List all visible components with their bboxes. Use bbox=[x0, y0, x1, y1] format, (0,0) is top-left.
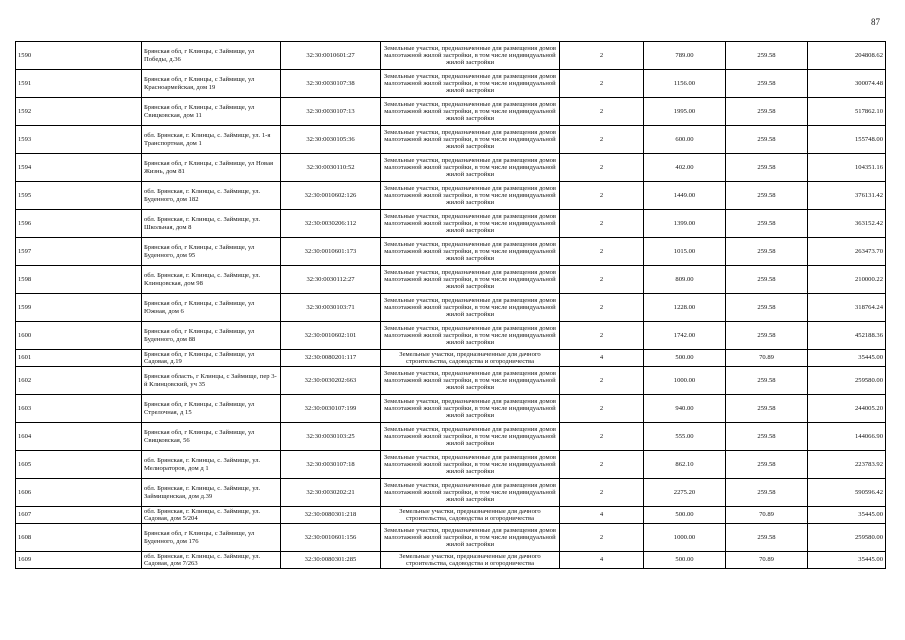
specific-value-cell: 259.58 bbox=[726, 322, 808, 350]
address-cell: Брянская обл, г Клинцы, с Займище, ул Буденного, дом 176 bbox=[142, 524, 281, 552]
row-number: 1590 bbox=[16, 42, 142, 70]
address-cell: Брянская обл, г Клинцы, с Займище, ул Новая Жизнь, дом 81 bbox=[142, 154, 281, 182]
area-cell: 555.00 bbox=[644, 423, 726, 451]
cadastral-number-cell: 32:30:0030107:13 bbox=[281, 98, 381, 126]
category-cell: 2 bbox=[560, 395, 644, 423]
cadastral-value-cell: 155748.00 bbox=[808, 126, 886, 154]
cadastral-value-cell: 223783.92 bbox=[808, 451, 886, 479]
address-cell: обл. Брянская, г. Клинцы, с. Займище, ул. 1-я Транспортная, дом 1 bbox=[142, 126, 281, 154]
specific-value-cell: 259.58 bbox=[726, 126, 808, 154]
table-row bbox=[16, 70, 886, 98]
cadastral-value-cell: 144066.90 bbox=[808, 423, 886, 451]
permitted-use-cell: Земельные участки, предназначенные для дачного строительства, садоводства и огородничества bbox=[381, 552, 560, 569]
row-number: 1609 bbox=[16, 552, 142, 569]
permitted-use-cell: Земельные участки, предназначенные для размещения домов малоэтажной жилой застройки, в том числе индивидуальной жилой застройки bbox=[381, 524, 560, 552]
area-cell: 1000.00 bbox=[644, 524, 726, 552]
table-row bbox=[16, 154, 886, 182]
category-cell: 4 bbox=[560, 350, 644, 367]
specific-value-cell: 259.58 bbox=[726, 294, 808, 322]
area-cell: 500.00 bbox=[644, 507, 726, 524]
permitted-use-cell: Земельные участки, предназначенные для размещения домов малоэтажной жилой застройки, в том числе индивидуальной жилой застройки bbox=[381, 395, 560, 423]
table-row bbox=[16, 507, 886, 524]
cadastral-number-cell: 32:30:0080301:218 bbox=[281, 507, 381, 524]
address-cell: обл. Брянская, г. Клинцы, с. Займище, ул. Школьная, дом 8 bbox=[142, 210, 281, 238]
area-cell: 1742.00 bbox=[644, 322, 726, 350]
table-row bbox=[16, 479, 886, 507]
cadastral-number-cell: 32:30:0030107:38 bbox=[281, 70, 381, 98]
table-row bbox=[16, 42, 886, 70]
category-cell: 4 bbox=[560, 552, 644, 569]
category-cell: 4 bbox=[560, 507, 644, 524]
row-number: 1604 bbox=[16, 423, 142, 451]
row-number: 1597 bbox=[16, 238, 142, 266]
cadastral-number-cell: 32:30:0030103:71 bbox=[281, 294, 381, 322]
table-row bbox=[16, 524, 886, 552]
cadastral-number-cell: 32:30:0010601:156 bbox=[281, 524, 381, 552]
cadastral-value-cell: 363152.42 bbox=[808, 210, 886, 238]
table-row bbox=[16, 423, 886, 451]
cadastral-number-cell: 32:30:0030103:25 bbox=[281, 423, 381, 451]
address-cell: Брянская обл, г Клинцы, с Займище, ул Садовая, д.19 bbox=[142, 350, 281, 367]
row-number: 1601 bbox=[16, 350, 142, 367]
permitted-use-cell: Земельные участки, предназначенные для дачного строительства, садоводства и огородничества bbox=[381, 350, 560, 367]
address-cell: обл. Брянская, г. Клинцы, с. Займище, ул. Мелиораторов, дом д 1 bbox=[142, 451, 281, 479]
area-cell: 500.00 bbox=[644, 350, 726, 367]
category-cell: 2 bbox=[560, 210, 644, 238]
cadastral-value-cell: 300074.48 bbox=[808, 70, 886, 98]
address-cell: обл. Брянская, г. Клинцы, с. Займище, ул. Садовая, дом 7/263 bbox=[142, 552, 281, 569]
row-number: 1599 bbox=[16, 294, 142, 322]
area-cell: 862.10 bbox=[644, 451, 726, 479]
specific-value-cell: 259.58 bbox=[726, 70, 808, 98]
permitted-use-cell: Земельные участки, предназначенные для размещения домов малоэтажной жилой застройки, в том числе индивидуальной жилой застройки bbox=[381, 322, 560, 350]
cadastral-number-cell: 32:30:0030202:663 bbox=[281, 367, 381, 395]
cadastral-number-cell: 32:30:0010601:173 bbox=[281, 238, 381, 266]
cadastral-value-cell: 210000.22 bbox=[808, 266, 886, 294]
table-row bbox=[16, 451, 886, 479]
permitted-use-cell: Земельные участки, предназначенные для размещения домов малоэтажной жилой застройки, в том числе индивидуальной жилой застройки bbox=[381, 238, 560, 266]
permitted-use-cell: Земельные участки, предназначенные для размещения домов малоэтажной жилой застройки, в том числе индивидуальной жилой застройки bbox=[381, 98, 560, 126]
permitted-use-cell: Земельные участки, предназначенные для размещения домов малоэтажной жилой застройки, в том числе индивидуальной жилой застройки bbox=[381, 70, 560, 98]
address-cell: Брянская обл, г Клинцы, с Займище, ул Буденного, дом 88 bbox=[142, 322, 281, 350]
table-row bbox=[16, 367, 886, 395]
cadastral-value-cell: 244005.20 bbox=[808, 395, 886, 423]
permitted-use-cell: Земельные участки, предназначенные для размещения домов малоэтажной жилой застройки, в том числе индивидуальной жилой застройки bbox=[381, 266, 560, 294]
area-cell: 1228.00 bbox=[644, 294, 726, 322]
table-body bbox=[16, 42, 886, 569]
specific-value-cell: 259.58 bbox=[726, 154, 808, 182]
cadastral-number-cell: 32:30:0080301:285 bbox=[281, 552, 381, 569]
row-number: 1592 bbox=[16, 98, 142, 126]
row-number: 1605 bbox=[16, 451, 142, 479]
specific-value-cell: 259.58 bbox=[726, 451, 808, 479]
permitted-use-cell: Земельные участки, предназначенные для размещения домов малоэтажной жилой застройки, в том числе индивидуальной жилой застройки bbox=[381, 479, 560, 507]
cadastral-value-cell: 517862.10 bbox=[808, 98, 886, 126]
row-number: 1600 bbox=[16, 322, 142, 350]
row-number: 1606 bbox=[16, 479, 142, 507]
area-cell: 1399.00 bbox=[644, 210, 726, 238]
cadastral-number-cell: 32:30:0030107:18 bbox=[281, 451, 381, 479]
area-cell: 1995.00 bbox=[644, 98, 726, 126]
category-cell: 2 bbox=[560, 322, 644, 350]
category-cell: 2 bbox=[560, 126, 644, 154]
address-cell: Брянская обл, г Клинцы, с Займище, ул Южная, дом 6 bbox=[142, 294, 281, 322]
area-cell: 500.00 bbox=[644, 552, 726, 569]
permitted-use-cell: Земельные участки, предназначенные для размещения домов малоэтажной жилой застройки, в том числе индивидуальной жилой застройки bbox=[381, 423, 560, 451]
page-number: 87 bbox=[871, 17, 880, 27]
address-cell: Брянская обл, г Клинцы, с Займище, ул Буденного, дом 95 bbox=[142, 238, 281, 266]
specific-value-cell: 259.58 bbox=[726, 395, 808, 423]
table-row bbox=[16, 294, 886, 322]
row-number: 1598 bbox=[16, 266, 142, 294]
area-cell: 1000.00 bbox=[644, 367, 726, 395]
table-row bbox=[16, 98, 886, 126]
category-cell: 2 bbox=[560, 479, 644, 507]
cadastral-number-cell: 32:30:0080201:117 bbox=[281, 350, 381, 367]
category-cell: 2 bbox=[560, 182, 644, 210]
area-cell: 600.00 bbox=[644, 126, 726, 154]
specific-value-cell: 259.58 bbox=[726, 210, 808, 238]
permitted-use-cell: Земельные участки, предназначенные для размещения домов малоэтажной жилой застройки, в том числе индивидуальной жилой застройки bbox=[381, 210, 560, 238]
area-cell: 2275.20 bbox=[644, 479, 726, 507]
cadastral-value-cell: 263473.70 bbox=[808, 238, 886, 266]
specific-value-cell: 70.89 bbox=[726, 552, 808, 569]
row-number: 1608 bbox=[16, 524, 142, 552]
permitted-use-cell: Земельные участки, предназначенные для размещения домов малоэтажной жилой застройки, в том числе индивидуальной жилой застройки bbox=[381, 154, 560, 182]
row-number: 1595 bbox=[16, 182, 142, 210]
cadastral-value-cell: 35445.00 bbox=[808, 350, 886, 367]
table-row bbox=[16, 182, 886, 210]
specific-value-cell: 259.58 bbox=[726, 367, 808, 395]
area-cell: 940.00 bbox=[644, 395, 726, 423]
address-cell: обл. Брянская, г. Клинцы, с. Займище, ул. Клинцовская, дом 98 bbox=[142, 266, 281, 294]
row-number: 1591 bbox=[16, 70, 142, 98]
cadastral-number-cell: 32:30:0010601:27 bbox=[281, 42, 381, 70]
permitted-use-cell: Земельные участки, предназначенные для размещения домов малоэтажной жилой застройки, в том числе индивидуальной жилой застройки bbox=[381, 42, 560, 70]
permitted-use-cell: Земельные участки, предназначенные для размещения домов малоэтажной жилой застройки, в том числе индивидуальной жилой застройки bbox=[381, 294, 560, 322]
row-number: 1594 bbox=[16, 154, 142, 182]
permitted-use-cell: Земельные участки, предназначенные для размещения домов малоэтажной жилой застройки, в том числе индивидуальной жилой застройки bbox=[381, 451, 560, 479]
row-number: 1603 bbox=[16, 395, 142, 423]
category-cell: 2 bbox=[560, 367, 644, 395]
cadastral-value-cell: 318764.24 bbox=[808, 294, 886, 322]
cadastral-value-cell: 590596.42 bbox=[808, 479, 886, 507]
address-cell: Брянская обл, г Клинцы, с Займище, ул Красноармейская, дом 19 bbox=[142, 70, 281, 98]
category-cell: 2 bbox=[560, 524, 644, 552]
specific-value-cell: 259.58 bbox=[726, 238, 808, 266]
specific-value-cell: 70.89 bbox=[726, 507, 808, 524]
cadastral-value-cell: 259580.00 bbox=[808, 367, 886, 395]
category-cell: 2 bbox=[560, 98, 644, 126]
cadastral-value-cell: 35445.00 bbox=[808, 507, 886, 524]
specific-value-cell: 259.58 bbox=[726, 423, 808, 451]
table-row bbox=[16, 210, 886, 238]
category-cell: 2 bbox=[560, 42, 644, 70]
specific-value-cell: 259.58 bbox=[726, 266, 808, 294]
table-row bbox=[16, 395, 886, 423]
category-cell: 2 bbox=[560, 266, 644, 294]
category-cell: 2 bbox=[560, 238, 644, 266]
cadastral-value-cell: 35445.00 bbox=[808, 552, 886, 569]
area-cell: 1449.00 bbox=[644, 182, 726, 210]
address-cell: обл. Брянская, г. Клинцы, с. Займище, ул. Буденного, дом 182 bbox=[142, 182, 281, 210]
row-number: 1596 bbox=[16, 210, 142, 238]
table-row bbox=[16, 350, 886, 367]
address-cell: Брянская обл, г Клинцы, с Займище, ул Победы, д.36 bbox=[142, 42, 281, 70]
row-number: 1593 bbox=[16, 126, 142, 154]
category-cell: 2 bbox=[560, 451, 644, 479]
category-cell: 2 bbox=[560, 423, 644, 451]
cadastral-value-cell: 204808.62 bbox=[808, 42, 886, 70]
cadastral-number-cell: 32:30:0010602:126 bbox=[281, 182, 381, 210]
category-cell: 2 bbox=[560, 154, 644, 182]
permitted-use-cell: Земельные участки, предназначенные для размещения домов малоэтажной жилой застройки, в том числе индивидуальной жилой застройки bbox=[381, 182, 560, 210]
cadastral-value-cell: 452188.36 bbox=[808, 322, 886, 350]
category-cell: 2 bbox=[560, 70, 644, 98]
address-cell: Брянская область, г Клинцы, с Займище, пер 3-й Клинцовский, уч 35 bbox=[142, 367, 281, 395]
land-registry-table bbox=[15, 41, 886, 569]
cadastral-value-cell: 376131.42 bbox=[808, 182, 886, 210]
address-cell: обл. Брянская, г. Клинцы, с. Займище, ул. Садовая, дом 5/204 bbox=[142, 507, 281, 524]
address-cell: Брянская обл, г Клинцы, с Займище, ул Стрелочная, д 15 bbox=[142, 395, 281, 423]
specific-value-cell: 259.58 bbox=[726, 524, 808, 552]
row-number: 1602 bbox=[16, 367, 142, 395]
permitted-use-cell: Земельные участки, предназначенные для размещения домов малоэтажной жилой застройки, в том числе индивидуальной жилой застройки bbox=[381, 126, 560, 154]
row-number: 1607 bbox=[16, 507, 142, 524]
cadastral-number-cell: 32:30:0030110:52 bbox=[281, 154, 381, 182]
specific-value-cell: 259.58 bbox=[726, 182, 808, 210]
area-cell: 1156.00 bbox=[644, 70, 726, 98]
address-cell: Брянская обл, г Клинцы, с Займище, ул Свицковская, дом 11 bbox=[142, 98, 281, 126]
address-cell: Брянская обл, г Клинцы, с Займище, ул Свицковская, 56 bbox=[142, 423, 281, 451]
cadastral-number-cell: 32:30:0030112:27 bbox=[281, 266, 381, 294]
cadastral-number-cell: 32:30:0030105:36 bbox=[281, 126, 381, 154]
cadastral-number-cell: 32:30:0030107:199 bbox=[281, 395, 381, 423]
area-cell: 402.00 bbox=[644, 154, 726, 182]
specific-value-cell: 70.89 bbox=[726, 350, 808, 367]
permitted-use-cell: Земельные участки, предназначенные для размещения домов малоэтажной жилой застройки, в том числе индивидуальной жилой застройки bbox=[381, 367, 560, 395]
area-cell: 1015.00 bbox=[644, 238, 726, 266]
specific-value-cell: 259.58 bbox=[726, 98, 808, 126]
specific-value-cell: 259.58 bbox=[726, 479, 808, 507]
area-cell: 809.00 bbox=[644, 266, 726, 294]
table-row bbox=[16, 552, 886, 569]
cadastral-number-cell: 32:30:0030206:112 bbox=[281, 210, 381, 238]
table-row bbox=[16, 266, 886, 294]
table-row bbox=[16, 322, 886, 350]
cadastral-value-cell: 104351.16 bbox=[808, 154, 886, 182]
table-row bbox=[16, 238, 886, 266]
cadastral-number-cell: 32:30:0010602:101 bbox=[281, 322, 381, 350]
category-cell: 2 bbox=[560, 294, 644, 322]
area-cell: 789.00 bbox=[644, 42, 726, 70]
permitted-use-cell: Земельные участки, предназначенные для дачного строительства, садоводства и огородничества bbox=[381, 507, 560, 524]
cadastral-number-cell: 32:30:0030202:21 bbox=[281, 479, 381, 507]
address-cell: обл. Брянская, г. Клинцы, с. Займище, ул. Займищенская, дом д.39 bbox=[142, 479, 281, 507]
table-row bbox=[16, 126, 886, 154]
specific-value-cell: 259.58 bbox=[726, 42, 808, 70]
cadastral-value-cell: 259580.00 bbox=[808, 524, 886, 552]
